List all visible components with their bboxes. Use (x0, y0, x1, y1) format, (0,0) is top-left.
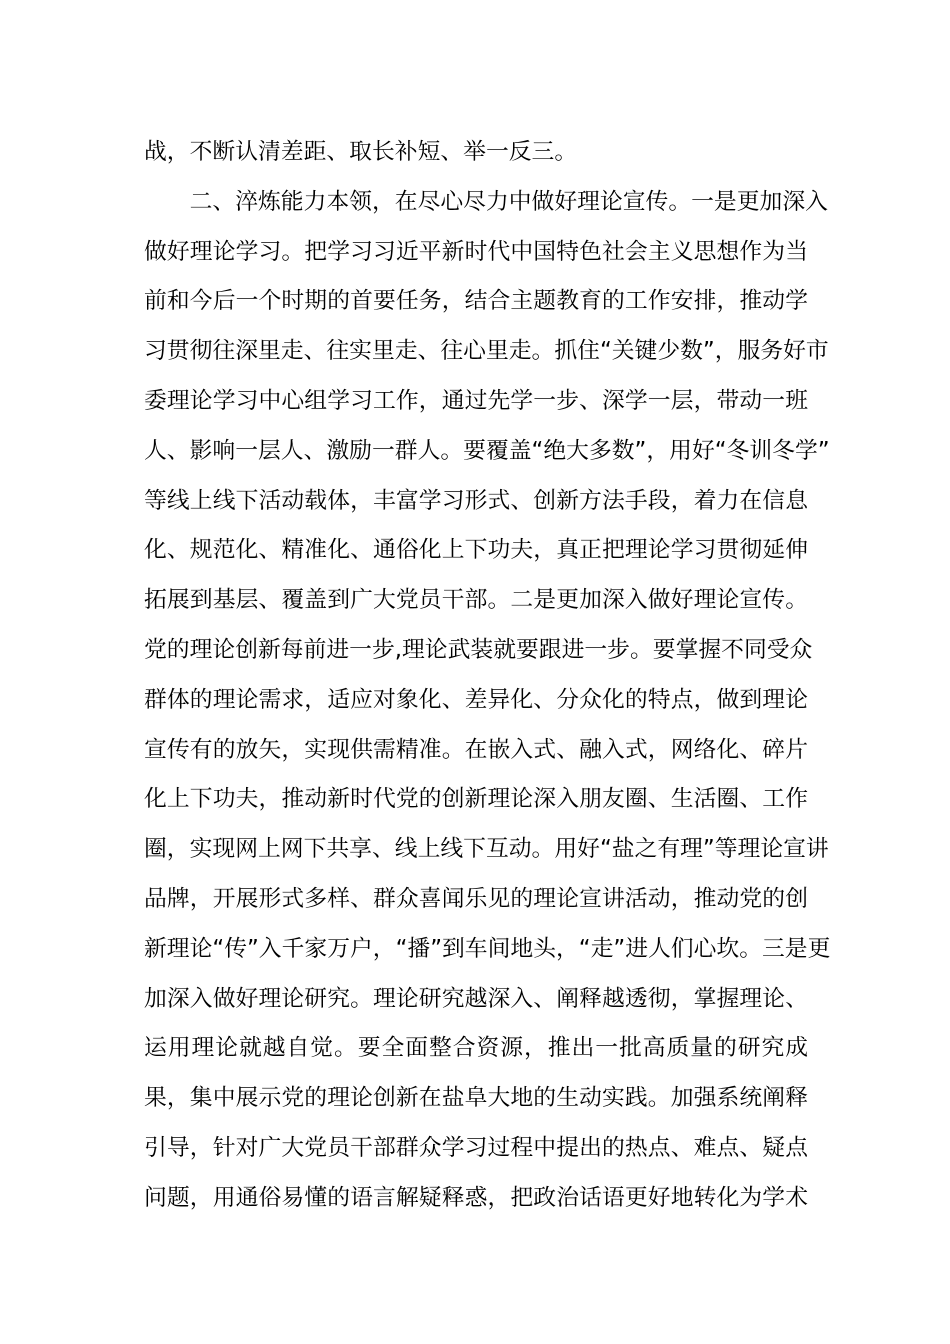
text-line: 等线上线下活动载体，丰富学习形式、创新方法手段，着力在信息 (144, 487, 808, 514)
text-line: 问题，用通俗易懂的语言解疑释惑，把政治话语更好地转化为学术 (144, 1184, 808, 1211)
text-line: 党的理论创新每前进一步,理论武装就要跟进一步。要掌握不同受众 (144, 636, 813, 663)
text-line: 前和今后一个时期的首要任务，结合主题教育的工作安排，推动学 (144, 288, 808, 315)
body-text (144, 128, 831, 1224)
text-line: 化、规范化、精准化、通俗化上下功夫，真正把理论学习贯彻延伸 (144, 537, 808, 564)
text-line: 化上下功夫，推动新时代党的创新理论深入朋友圈、生活圈、工作 (144, 786, 808, 813)
text-line: 人、影响一层人、激励一群人。要覆盖“绝大多数”，用好“冬训冬学” (144, 437, 830, 464)
text-line: 拓展到基层、覆盖到广大党员干部。二是更加深入做好理论宣传。 (144, 587, 808, 614)
text-line: 宣传有的放矢，实现供需精准。在嵌入式、融入式，网络化、碎片 (144, 736, 808, 763)
text-line: 新理论“传”入千家万户，“播”到车间地头，“走”进人们心坎。三是更 (144, 935, 831, 962)
text-line: 圈，实现网上网下共享、线上线下互动。用好“盐之有理”等理论宣讲 (144, 836, 829, 863)
text-line: 加深入做好理论研究。理论研究越深入、阐释越透彻，掌握理论、 (144, 985, 808, 1012)
text-line: 习贯彻往深里走、往实里走、往心里走。抓住“关键少数”，服务好市 (144, 338, 829, 365)
text-line: 委理论学习中心组学习工作，通过先学一步、深学一层，带动一班 (144, 387, 808, 414)
paragraph-start-line: 二、淬炼能力本领，在尽心尽力中做好理论宣传。一是更加深入 (144, 188, 828, 215)
text-line: 果，集中展示党的理论创新在盐阜大地的生动实践。加强系统阐释 (144, 1085, 808, 1112)
text-line: 引导，针对广大党员干部群众学习过程中提出的热点、难点、疑点 (144, 1134, 808, 1161)
text-line: 品牌，开展形式多样、群众喜闻乐见的理论宣讲活动，推动党的创 (144, 885, 808, 912)
text-line: 战，不断认清差距、取长补短、举一反三。 (144, 139, 578, 165)
text-line: 运用理论就越自觉。要全面整合资源，推出一批高质量的研究成 (144, 1035, 808, 1062)
text-line: 做好理论学习。把学习习近平新时代中国特色社会主义思想作为当 (144, 238, 808, 265)
text-line: 群体的理论需求，适应对象化、差异化、分众化的特点，做到理论 (144, 686, 808, 713)
